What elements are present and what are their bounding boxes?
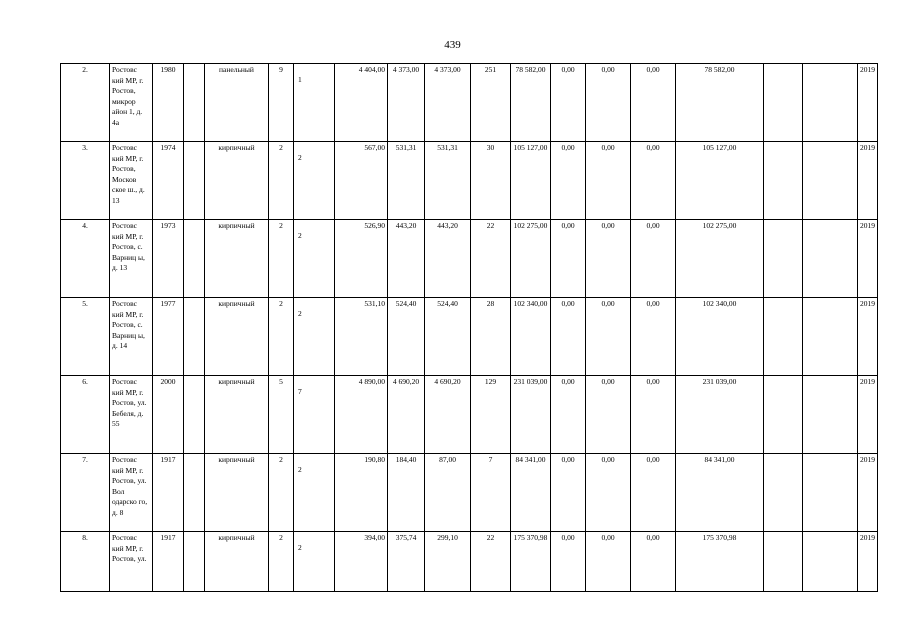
table-row xyxy=(61,64,878,142)
table-body xyxy=(61,64,878,592)
cell-funds-3: 0,00 xyxy=(631,64,676,142)
cell-funds-1: 0,00 xyxy=(551,454,586,532)
cell-blank-3 xyxy=(803,454,858,532)
cell-area-premises: 524,40 xyxy=(388,298,425,376)
cell-residents: 7 xyxy=(471,454,511,532)
cell-year-end: 2019 xyxy=(858,220,878,298)
cell-funds-1: 0,00 xyxy=(551,376,586,454)
cell-funds-1: 0,00 xyxy=(551,142,586,220)
cell-own-funds: 175 370,98 xyxy=(676,532,764,592)
cell-entrances: 2 xyxy=(294,532,335,592)
cell-area-residential: 4 373,00 xyxy=(425,64,471,142)
cell-entrances: 2 xyxy=(294,142,335,220)
cell-blank-1 xyxy=(184,64,205,142)
cell-blank-3 xyxy=(803,220,858,298)
cell-funds-3: 0,00 xyxy=(631,220,676,298)
cell-year-built: 1917 xyxy=(153,532,184,592)
page-number: 439 xyxy=(444,39,461,51)
cell-entrances: 1 xyxy=(294,64,335,142)
cell-year-built: 1973 xyxy=(153,220,184,298)
cell-number: 2. xyxy=(61,64,110,142)
cell-blank-3 xyxy=(803,142,858,220)
cell-residents: 251 xyxy=(471,64,511,142)
table-row xyxy=(61,142,878,220)
cell-blank-2 xyxy=(764,220,803,298)
cell-address: Ростовс кий МР, г. Ростов, ул. Бебеля, д. 55 xyxy=(110,376,153,454)
cell-blank-3 xyxy=(803,64,858,142)
cell-blank-1 xyxy=(184,376,205,454)
table-row xyxy=(61,532,878,592)
cell-wall-material: панельный xyxy=(205,64,269,142)
cell-funds-2: 0,00 xyxy=(586,220,631,298)
cell-area-premises: 375,74 xyxy=(388,532,425,592)
cell-blank-1 xyxy=(184,298,205,376)
cell-entrances: 7 xyxy=(294,376,335,454)
cell-funds-2: 0,00 xyxy=(586,298,631,376)
cell-funds-3: 0,00 xyxy=(631,532,676,592)
cell-wall-material: кирпичный xyxy=(205,454,269,532)
cell-area-residential: 4 690,20 xyxy=(425,376,471,454)
cell-blank-1 xyxy=(184,532,205,592)
cell-blank-2 xyxy=(764,376,803,454)
cell-year-built: 1917 xyxy=(153,454,184,532)
cell-funds-2: 0,00 xyxy=(586,454,631,532)
cell-floors: 2 xyxy=(269,142,294,220)
cell-area-total: 394,00 xyxy=(335,532,388,592)
table-row xyxy=(61,298,878,376)
cell-year-end: 2019 xyxy=(858,64,878,142)
cell-funds-2: 0,00 xyxy=(586,142,631,220)
cell-entrances: 2 xyxy=(294,220,335,298)
cell-cost-total: 175 370,98 xyxy=(511,532,551,592)
cell-area-premises: 4 690,20 xyxy=(388,376,425,454)
cell-cost-total: 105 127,00 xyxy=(511,142,551,220)
cell-cost-total: 84 341,00 xyxy=(511,454,551,532)
cell-area-premises: 531,31 xyxy=(388,142,425,220)
cell-funds-1: 0,00 xyxy=(551,220,586,298)
cell-funds-3: 0,00 xyxy=(631,376,676,454)
cell-wall-material: кирпичный xyxy=(205,220,269,298)
cell-number: 8. xyxy=(61,532,110,592)
cell-wall-material: кирпичный xyxy=(205,298,269,376)
cell-residents: 22 xyxy=(471,532,511,592)
cell-floors: 9 xyxy=(269,64,294,142)
cell-blank-3 xyxy=(803,298,858,376)
cell-year-end: 2019 xyxy=(858,454,878,532)
cell-cost-total: 231 039,00 xyxy=(511,376,551,454)
cell-floors: 5 xyxy=(269,376,294,454)
cell-residents: 129 xyxy=(471,376,511,454)
cell-funds-2: 0,00 xyxy=(586,64,631,142)
cell-wall-material: кирпичный xyxy=(205,142,269,220)
cell-address: Ростовс кий МР, г. Ростов, с. Варниц ы, д. 14 xyxy=(110,298,153,376)
cell-funds-3: 0,00 xyxy=(631,142,676,220)
cell-cost-total: 102 340,00 xyxy=(511,298,551,376)
cell-funds-3: 0,00 xyxy=(631,298,676,376)
table-row xyxy=(61,454,878,532)
cell-entrances: 2 xyxy=(294,454,335,532)
cell-wall-material: кирпичный xyxy=(205,532,269,592)
cell-cost-total: 102 275,00 xyxy=(511,220,551,298)
table-row xyxy=(61,220,878,298)
cell-year-built: 1977 xyxy=(153,298,184,376)
cell-area-residential: 524,40 xyxy=(425,298,471,376)
cell-area-total: 526,90 xyxy=(335,220,388,298)
cell-funds-2: 0,00 xyxy=(586,376,631,454)
cell-address: Ростовс кий МР, г. Ростов, ул. xyxy=(110,532,153,592)
cell-wall-material: кирпичный xyxy=(205,376,269,454)
cell-blank-1 xyxy=(184,220,205,298)
cell-year-end: 2019 xyxy=(858,298,878,376)
cell-funds-1: 0,00 xyxy=(551,64,586,142)
cell-address: Ростовс кий МР, г. Ростов, с. Варниц ы, д. 13 xyxy=(110,220,153,298)
cell-floors: 2 xyxy=(269,454,294,532)
cell-number: 5. xyxy=(61,298,110,376)
cell-area-premises: 184,40 xyxy=(388,454,425,532)
cell-area-residential: 87,00 xyxy=(425,454,471,532)
cell-area-total: 4 404,00 xyxy=(335,64,388,142)
cell-blank-2 xyxy=(764,532,803,592)
cell-blank-1 xyxy=(184,142,205,220)
cell-area-residential: 443,20 xyxy=(425,220,471,298)
cell-address: Ростовс кий МР, г. Ростов, микрор айон 1, д. 4а xyxy=(110,64,153,142)
cell-blank-3 xyxy=(803,532,858,592)
cell-year-end: 2019 xyxy=(858,532,878,592)
cell-number: 7. xyxy=(61,454,110,532)
cell-year-end: 2019 xyxy=(858,142,878,220)
cell-year-built: 1974 xyxy=(153,142,184,220)
cell-blank-2 xyxy=(764,64,803,142)
cell-residents: 30 xyxy=(471,142,511,220)
cell-number: 4. xyxy=(61,220,110,298)
cell-cost-total: 78 582,00 xyxy=(511,64,551,142)
cell-address: Ростовс кий МР, г. Ростов, Москов ское ш., д. 13 xyxy=(110,142,153,220)
cell-number: 3. xyxy=(61,142,110,220)
cell-residents: 28 xyxy=(471,298,511,376)
cell-funds-1: 0,00 xyxy=(551,298,586,376)
housing-register-table xyxy=(60,63,878,592)
cell-area-residential: 531,31 xyxy=(425,142,471,220)
cell-blank-2 xyxy=(764,298,803,376)
cell-area-total: 190,80 xyxy=(335,454,388,532)
cell-funds-1: 0,00 xyxy=(551,532,586,592)
cell-address: Ростовс кий МР, г. Ростов, ул. Вол одарско го, д. 8 xyxy=(110,454,153,532)
cell-own-funds: 84 341,00 xyxy=(676,454,764,532)
cell-floors: 2 xyxy=(269,298,294,376)
cell-year-built: 2000 xyxy=(153,376,184,454)
cell-blank-2 xyxy=(764,454,803,532)
cell-year-end: 2019 xyxy=(858,376,878,454)
cell-blank-2 xyxy=(764,142,803,220)
cell-own-funds: 78 582,00 xyxy=(676,64,764,142)
cell-residents: 22 xyxy=(471,220,511,298)
cell-area-total: 4 890,00 xyxy=(335,376,388,454)
cell-entrances: 2 xyxy=(294,298,335,376)
cell-own-funds: 102 275,00 xyxy=(676,220,764,298)
cell-own-funds: 102 340,00 xyxy=(676,298,764,376)
cell-own-funds: 231 039,00 xyxy=(676,376,764,454)
cell-blank-1 xyxy=(184,454,205,532)
cell-floors: 2 xyxy=(269,532,294,592)
cell-area-total: 531,10 xyxy=(335,298,388,376)
cell-number: 6. xyxy=(61,376,110,454)
cell-area-total: 567,00 xyxy=(335,142,388,220)
cell-blank-3 xyxy=(803,376,858,454)
cell-funds-3: 0,00 xyxy=(631,454,676,532)
table-row xyxy=(61,376,878,454)
cell-floors: 2 xyxy=(269,220,294,298)
cell-year-built: 1980 xyxy=(153,64,184,142)
cell-area-premises: 4 373,00 xyxy=(388,64,425,142)
cell-funds-2: 0,00 xyxy=(586,532,631,592)
cell-area-premises: 443,20 xyxy=(388,220,425,298)
cell-own-funds: 105 127,00 xyxy=(676,142,764,220)
cell-area-residential: 299,10 xyxy=(425,532,471,592)
